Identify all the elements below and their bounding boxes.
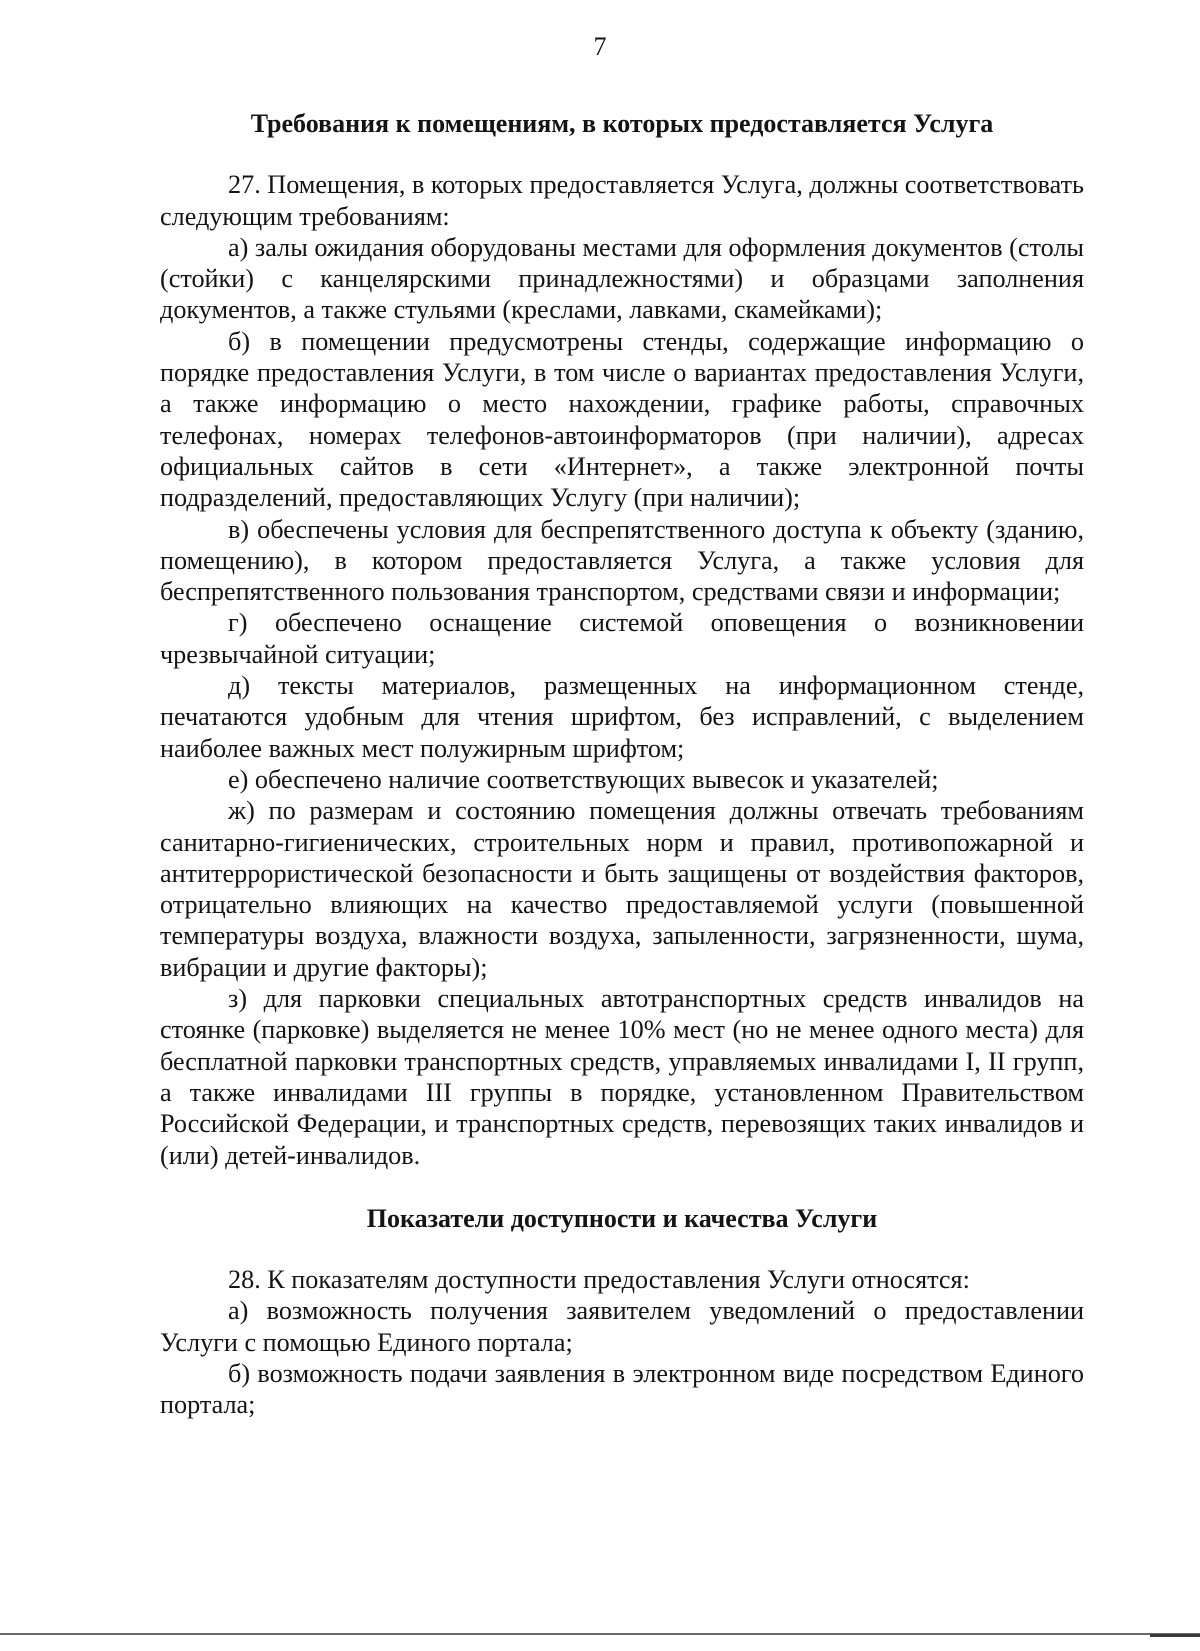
paragraph-27-a: а) залы ожидания оборудованы местами для оформления документов (столы (стойки) с канцелярскими принадлежностями) и образцами заполнения документов, а также стульями (креслами, лавками, скамейками); xyxy=(160,232,1084,325)
page-number: 7 xyxy=(593,32,607,61)
paragraph-27-b: б) в помещении предусмотрены стенды, содержащие информацию о порядке предоставления Услуги, в том числе о вариантах предоставления Услуги, а также информацию о место нахождении, графике работы, справочных телефонах, номерах телефонов-автоинформаторов (при наличии), адресах официальных сайтов в сети «Интернет», а также электронной почты подразделений, предоставляющих Услугу (при наличии); xyxy=(160,326,1084,513)
paragraph-28-intro: 28. К показателям доступности предоставления Услуги относятся: xyxy=(228,1265,970,1295)
section-heading-premises-requirements: Требования к помещениям, в которых предоставляется Услуга xyxy=(250,109,994,138)
paragraph-28-b: б) возможность подачи заявления в электронном виде посредством Единого портала; xyxy=(160,1358,1084,1420)
paragraph-27-e: е) обеспечено наличие соответствующих вывесок и указателей; xyxy=(228,764,939,794)
paragraph-27-v: в) обеспечены условия для беспрепятственного доступа к объекту (зданию, помещению), в котором предоставляется Услуга, а также условия для беспрепятственного пользования транспортом, средствами связи и информации; xyxy=(160,514,1084,607)
paragraph-28-a: а) возможность получения заявителем уведомлений о предоставлении Услуги с помощью Единого портала; xyxy=(160,1296,1084,1357)
scan-edge-line xyxy=(0,1633,1200,1635)
section-heading-accessibility-quality: Показатели доступности и качества Услуги xyxy=(366,1203,878,1233)
paragraph-27-g: г) обеспечено оснащение системой оповещения о возникновении чрезвычайной ситуации; xyxy=(160,608,1084,669)
paragraph-27-intro: 27. Помещения, в которых предоставляется Услуга, должны соответствовать следующим требованиям: xyxy=(160,170,1084,231)
scan-edge-mark xyxy=(1150,1634,1200,1637)
paragraph-27-zh: ж) по размерам и состоянию помещения должны отвечать требованиям санитарно-гигиенических, строительных норм и правил, противопожарной и антитеррористической безопасности и быть защищены от воздействия факторов, отрицательно влияющих на качество предоставляемой услуги (повышенной температуры воздуха, влажности воздуха, запыленности, загрязненности, шума, вибрации и другие факторы); xyxy=(160,796,1084,982)
paragraph-27-d: д) тексты материалов, размещенных на информационном стенде, печатаются удобным для чтения шрифтом, без исправлений, с выделением наиболее важных мест полужирным шрифтом; xyxy=(160,671,1084,763)
paragraph-27-z: з) для парковки специальных автотранспортных средств инвалидов на стоянке (парковке) выделяется не менее 10% мест (но не менее одного места) для бесплатной парковки транспортных средств, управляемых инвалидами I, II групп, а также инвалидами III группы в порядке, установленном Правительством Российской Федерации, и транспортных средств, перевозящих таких инвалидов и (или) детей-инвалидов. xyxy=(160,984,1084,1170)
document-body xyxy=(160,108,1084,1421)
